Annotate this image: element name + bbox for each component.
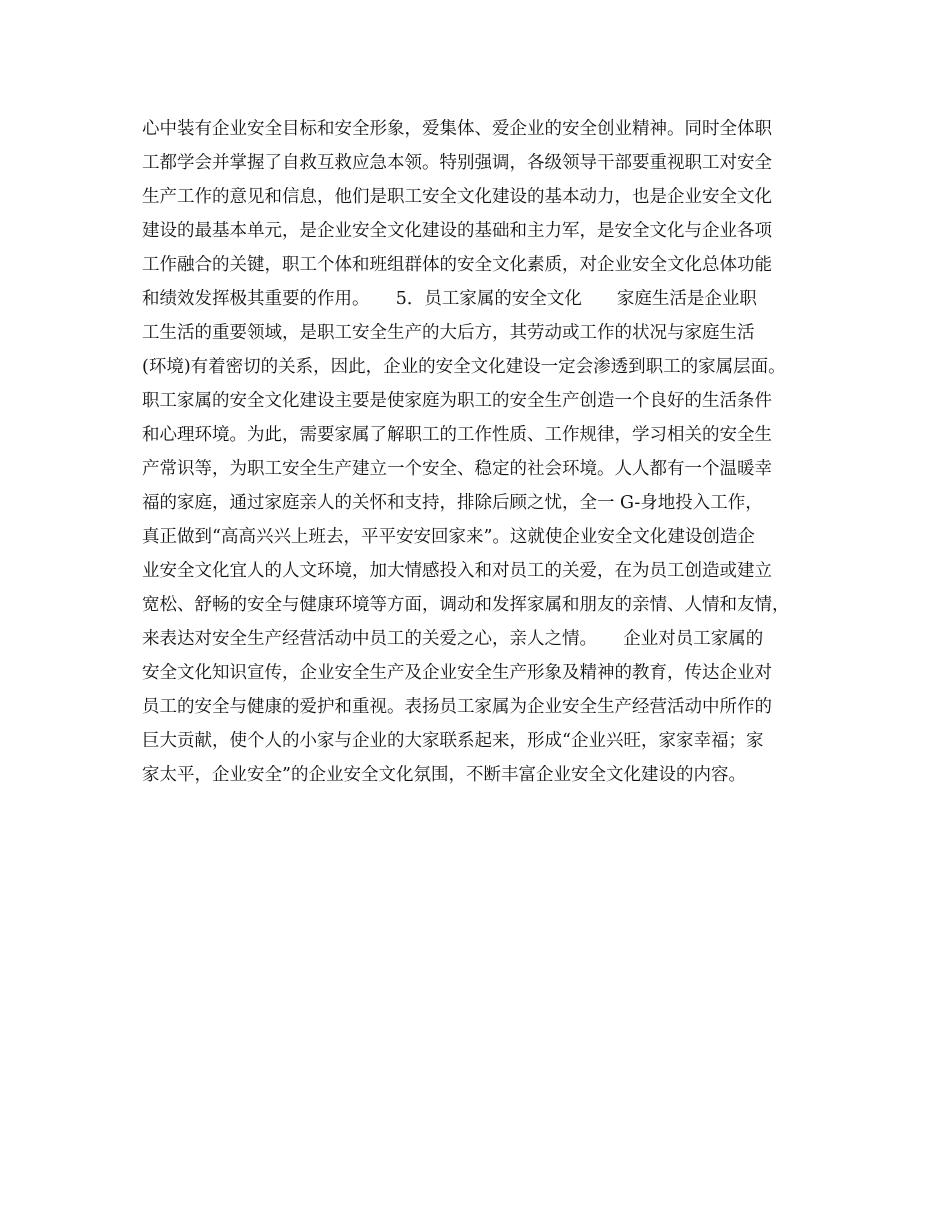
text-line: 安全文化知识宣传，企业安全生产及企业安全生产形象及精神的教育，传达企业对 (142, 663, 772, 683)
text-line: 产常识等，为职工安全生产建立一个安全、稳定的社会环境。人人都有一个温暖幸 (142, 459, 772, 479)
text-line: 职工家属的安全文化建设主要是使家庭为职工的安全生产创造一个良好的生活条件 (142, 391, 772, 411)
text-line: 家太平，企业安全”的企业安全文化氛围，不断丰富企业安全文化建设的内容。 (142, 765, 746, 785)
text-line: 和心理环境。为此，需要家属了解职工的工作性质、工作规律，学习相关的安全生 (142, 425, 772, 445)
body-text (142, 112, 822, 792)
text-line: 真正做到“高高兴兴上班去，平平安安回家来”。这就使企业安全文化建设创造企 (142, 527, 755, 547)
text-line: 心中装有企业安全目标和安全形象，爱集体、爱企业的安全创业精神。同时全体职 (142, 119, 772, 139)
text-line: 员工的安全与健康的爱护和重视。表扬员工家属为企业安全生产经营活动中所作的 (142, 697, 772, 717)
text-line: 生产工作的意见和信息，他们是职工安全文化建设的基本动力，也是企业安全文化 (142, 187, 772, 207)
text-line: 工生活的重要领域，是职工安全生产的大后方，其劳动或工作的状况与家庭生活 (142, 323, 755, 343)
text-line: (环境)有着密切的关系，因此，企业的安全文化建设一定会渗透到职工的家属层面。 (142, 357, 786, 377)
text-line: 福的家庭，通过家庭亲人的关怀和支持，排除后顾之忧，全一 G-身地投入工作， (142, 493, 763, 513)
text-line: 和绩效发挥极其重要的作用。 5．员工家属的安全文化 家庭生活是企业职 (142, 289, 757, 309)
text-line: 业安全文化宜人的人文环境，加大情感投入和对员工的关爱，在为员工创造或建立 (142, 561, 772, 581)
text-line: 工都学会并掌握了自救互救应急本领。特别强调，各级领导干部要重视职工对安全 (142, 153, 772, 173)
text-line: 建设的最基本单元，是企业安全文化建设的基础和主力军，是安全文化与企业各项 (142, 221, 772, 241)
text-line: 巨大贡献，使个人的小家与企业的大家联系起来，形成“企业兴旺，家家幸福；家 (142, 731, 764, 751)
text-line: 来表达对安全生产经营活动中员工的关爱之心，亲人之情。 企业对员工家属的 (142, 629, 764, 649)
text-line: 工作融合的关键，职工个体和班组群体的安全文化素质，对企业安全文化总体功能 (142, 255, 772, 275)
text-line: 宽松、舒畅的安全与健康环境等方面，调动和发挥家属和朋友的亲情、人情和友情， (142, 595, 790, 615)
